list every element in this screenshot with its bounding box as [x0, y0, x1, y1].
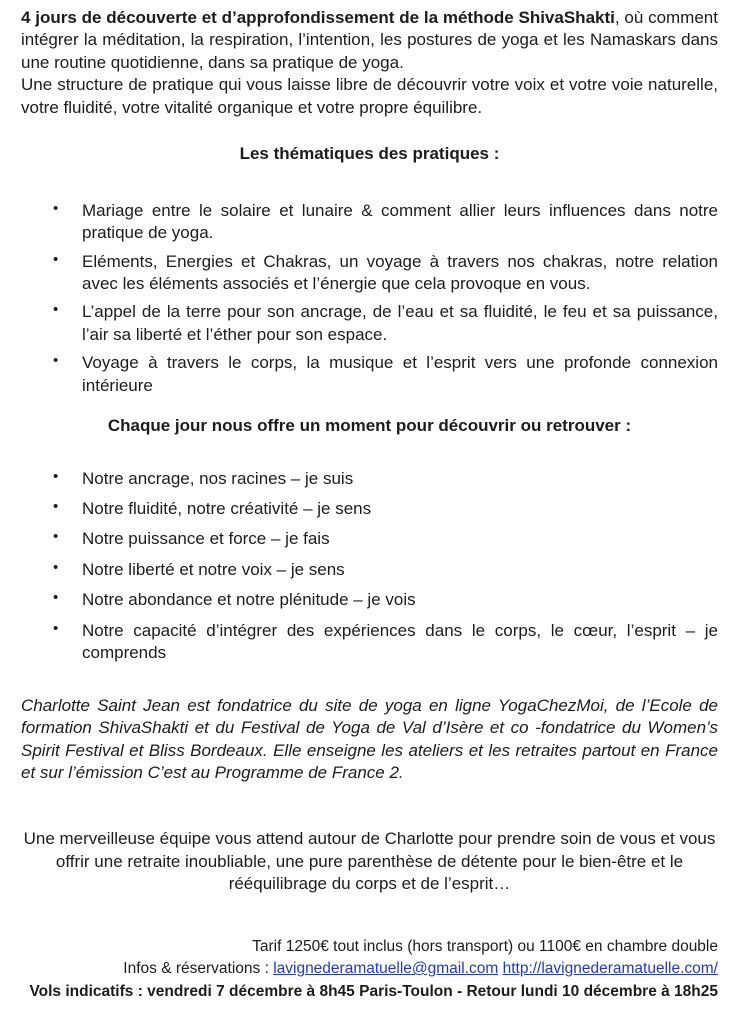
footer-infos	[21, 958, 718, 980]
list-item	[53, 251, 718, 296]
intro-paragraph-1	[21, 7, 718, 74]
bullet-icon: •	[53, 558, 59, 576]
list-item-text: Mariage entre le solaire et lunaire & comment allier leurs influences dans notre pratique de yoga.	[82, 200, 718, 243]
list-item-text: Notre puissance et force – je fais	[82, 529, 330, 549]
bullet-icon: •	[53, 301, 59, 319]
bullet-icon: •	[53, 352, 59, 370]
footer	[21, 936, 718, 1003]
list-item-text: Notre liberté et notre voix – je sens	[82, 559, 345, 579]
list-item-text: Notre fluidité, notre créativité – je sens	[82, 499, 372, 518]
list-item	[53, 200, 718, 245]
footer-infos-label: Infos & réservations :	[123, 960, 274, 978]
list-item	[53, 589, 718, 611]
bullet-icon: •	[53, 528, 59, 546]
list-item-text: Notre abondance et notre plénitude – je vois	[82, 590, 416, 610]
intro-bold-lead: 4 jours de découverte et d’approfondissement de la méthode ShivaShakti	[21, 8, 615, 27]
list-item	[53, 352, 718, 397]
list-item	[53, 620, 718, 665]
footer-tarif: Tarif 1250€ tout inclus (hors transport) ou 1100€ en chambre double	[252, 937, 718, 955]
bullet-icon: •	[53, 199, 59, 217]
list-item-text: Notre ancrage, nos racines – je suis	[82, 468, 354, 488]
list-item-text: L’appel de la terre pour son ancrage, de l’eau et sa fluidité, le feu et sa puissance, l’air sa liberté et l’éther pour son espace.	[82, 302, 718, 344]
list-item	[53, 468, 718, 490]
list-item	[53, 528, 718, 550]
list-item	[53, 559, 718, 581]
website-link[interactable]: http://lavignederamatuelle.com/	[502, 960, 718, 978]
section2-heading: Chaque jour nous offre un moment pour découvrir ou retrouver :	[107, 416, 632, 436]
list-item	[53, 498, 718, 520]
email-link[interactable]: lavignederamatuelle@gmail.com	[273, 960, 499, 978]
section1-heading: Les thématiques des pratiques :	[239, 144, 500, 164]
list-item-text: Notre capacité d’intégrer des expériences dans le corps, le cœur, l’esprit – je comprends	[82, 620, 718, 663]
bullet-icon: •	[53, 467, 59, 485]
bullet-icon: •	[53, 619, 59, 637]
list-item	[53, 301, 718, 346]
footer-vols: Vols indicatifs : vendredi 7 décembre à 8h45 Paris-Toulon - Retour lundi 10 décembre à 18h25	[29, 982, 718, 1000]
list-item-text: Voyage à travers le corps, la musique et l’esprit vers une profonde connexion intérieure	[82, 353, 718, 395]
bullet-icon: •	[53, 498, 59, 515]
list-item-text: Eléments, Energies et Chakras, un voyage à travers nos chakras, notre relation avec les éléments associés et l’énergie que cela provoque en vous.	[82, 251, 718, 293]
bio-paragraph: Charlotte Saint Jean est fondatrice du site de yoga en ligne YogaChezMoi, de l’Ecole de formation ShivaShakti et du Festival de Yoga de Val d’Isère et co -fondatrice du Women’s Spirit Festival et Bliss Bordeaux. Elle enseigne les ateliers et les retraites partout en France et sur l’émission C’est au Programme de France 2.	[21, 695, 718, 782]
bullet-icon: •	[53, 250, 59, 268]
section1-bullet-list	[53, 200, 718, 398]
intro-paragraph-2: Une structure de pratique qui vous laisse libre de découvrir votre voix et votre voie naturelle, votre fluidité, votre vitalité organique et votre propre équilibre.	[21, 75, 718, 117]
section2-bullet-list	[53, 468, 718, 665]
team-paragraph: Une merveilleuse équipe vous attend autour de Charlotte pour prendre soin de vous et vous offrir une retraite inoubliable, une pure parenthèse de détente pour le bien-être et le rééquilibrage du corps et de l’esprit…	[23, 829, 716, 894]
intro-lead-rest: , où comment intégrer la méditation, la respiration, l’intention, les postures de yoga et les Namaskars dans une routine quotidienne, dans sa pratique de yoga.	[21, 8, 718, 72]
bullet-icon: •	[53, 589, 59, 607]
